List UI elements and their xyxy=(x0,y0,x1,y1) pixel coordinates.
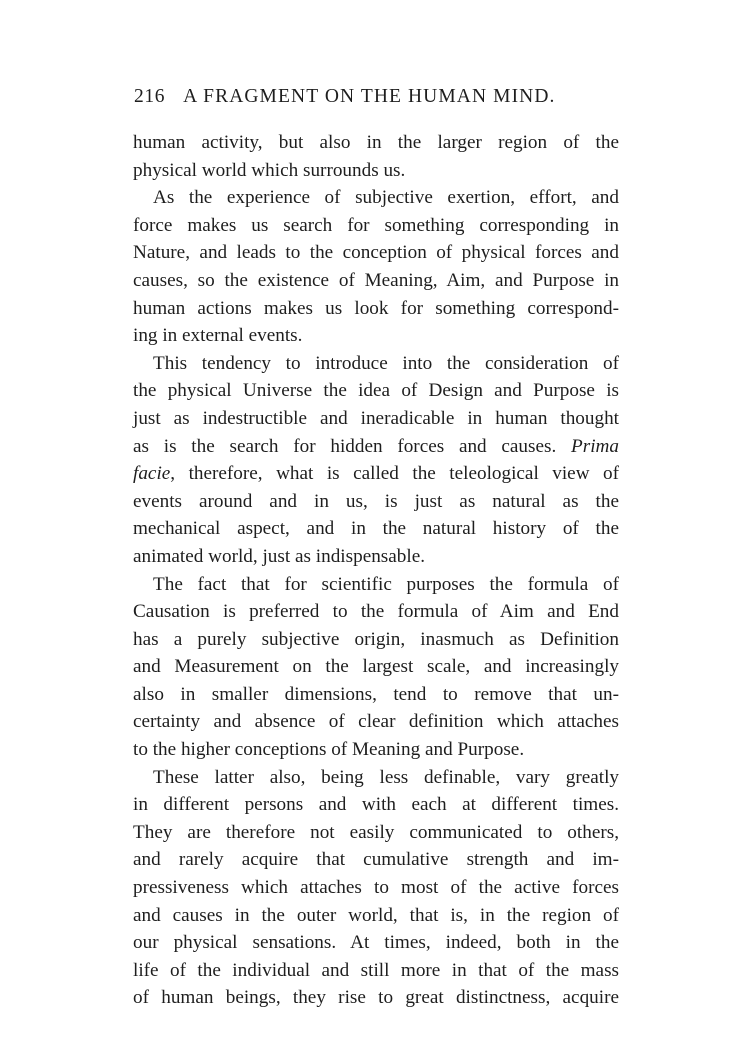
line-text: just as indestructible and ineradicable in human thought xyxy=(133,407,619,429)
line-text: also in smaller dimensions, tend to remove that un- xyxy=(133,683,619,705)
text-line xyxy=(133,874,619,902)
text-line xyxy=(133,295,619,323)
text-line xyxy=(133,405,619,433)
line-text: certainty and absence of clear definition which attaches xyxy=(133,711,619,733)
text-line xyxy=(133,819,619,847)
text-line xyxy=(133,571,619,599)
line-text: Nature, and leads to the conception of physical forces and xyxy=(133,242,619,264)
text-line xyxy=(133,598,619,626)
text-line xyxy=(133,846,619,874)
line-text: the physical Universe the idea of Design and Purpose is xyxy=(133,380,619,402)
line-text: physical world which surrounds us. xyxy=(133,159,406,181)
line-text: , therefore, what is called the teleological view of xyxy=(170,463,619,485)
line-text: to the higher conceptions of Meaning and Purpose. xyxy=(133,739,525,761)
text-line xyxy=(133,515,619,543)
italic-text: facie xyxy=(133,463,171,485)
line-text: These latter also, being less definable, vary greatly xyxy=(153,766,619,788)
text-line xyxy=(133,157,619,185)
line-text: of human beings, they rise to great distinctness, acquire xyxy=(133,987,619,1009)
line-text: events around and in us, is just as natural as the xyxy=(133,490,619,512)
line-text: human activity, but also in the larger region of the xyxy=(133,132,619,153)
text-line xyxy=(133,681,619,709)
line-text: animated world, just as indispensable. xyxy=(133,545,426,567)
text-line xyxy=(133,129,619,157)
line-text: and Measurement on the largest scale, and increasingly xyxy=(133,656,619,678)
line-text: as is the search for hidden forces and causes. xyxy=(133,435,557,457)
text-line xyxy=(133,433,619,461)
text-line xyxy=(133,957,619,985)
line-text: causes, so the existence of Meaning, Aim, and Purpose in xyxy=(133,269,619,291)
line-text: pressiveness which attaches to most of the active forces xyxy=(133,877,619,899)
text-line xyxy=(133,708,619,736)
text-line xyxy=(133,267,619,295)
text-line xyxy=(133,984,619,1012)
line-text: and rarely acquire that cumulative strength and im- xyxy=(133,849,619,871)
text-line xyxy=(133,212,619,240)
line-text: has a purely subjective origin, inasmuch as Definition xyxy=(133,628,619,650)
line-text: and causes in the outer world, that is, in the region of xyxy=(133,904,619,926)
text-line xyxy=(133,626,619,654)
line-text: As the experience of subjective exertion, effort, and xyxy=(153,187,619,209)
line-text: Causation is preferred to the formula of Aim and End xyxy=(133,601,619,623)
text-line xyxy=(133,239,619,267)
line-text: They are therefore not easily communicated to others, xyxy=(133,821,619,843)
line-text: in different persons and with each at different times. xyxy=(133,794,619,816)
line-text: human actions makes us look for something correspond- xyxy=(133,297,619,319)
text-line xyxy=(133,184,619,212)
text-line xyxy=(133,791,619,819)
text-line xyxy=(133,460,619,488)
page-number: 216 xyxy=(134,86,166,107)
text-line xyxy=(133,736,619,764)
text-line xyxy=(133,543,619,571)
text-line xyxy=(133,488,619,516)
text-line xyxy=(133,653,619,681)
text-line xyxy=(133,322,619,350)
text-line xyxy=(133,764,619,792)
line-text: mechanical aspect, and in the natural history of the xyxy=(133,518,619,540)
line-text: ing in external events. xyxy=(133,325,303,347)
text-line xyxy=(133,377,619,405)
line-text: This tendency to introduce into the consideration of xyxy=(153,352,619,374)
text-line xyxy=(133,929,619,957)
line-text: The fact that for scientific purposes the formula of xyxy=(153,573,619,595)
body-text xyxy=(133,129,619,1012)
line-text: our physical sensations. At times, indeed, both in the xyxy=(133,932,619,954)
text-line xyxy=(133,350,619,378)
text-line xyxy=(133,902,619,930)
line-text: life of the individual and still more in that of the mass xyxy=(133,959,619,981)
italic-text: Prima xyxy=(571,435,619,457)
running-head xyxy=(134,86,624,108)
running-head-title: A FRAGMENT ON THE HUMAN MIND. xyxy=(183,86,556,107)
line-text: force makes us search for something corresponding in xyxy=(133,214,619,236)
